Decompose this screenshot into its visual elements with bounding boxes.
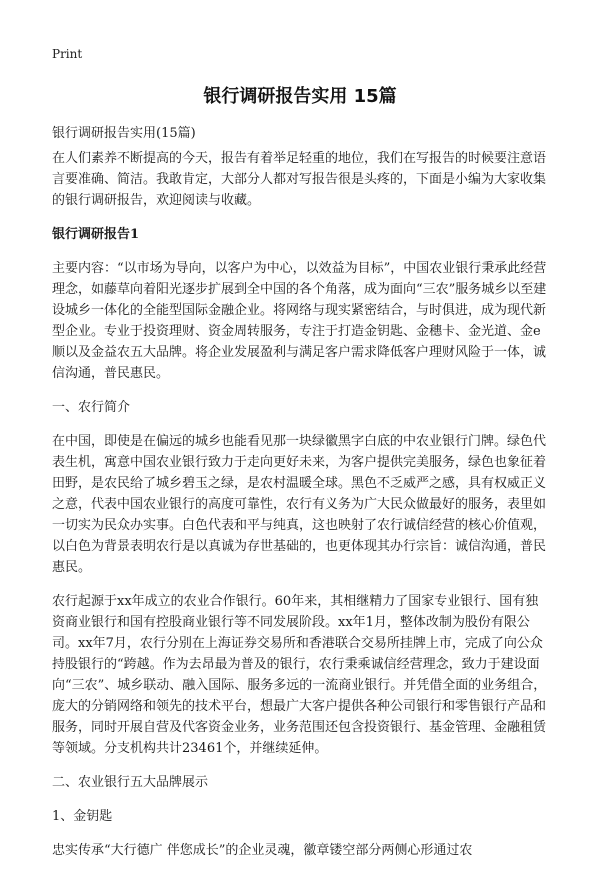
document-body: [52, 148, 548, 874]
intro-paragraph: 在人们素养不断提高的今天，报告有着举足轻重的地位，我们在写报告的时候要注意语言要准确、简洁。我敢肯定，大部分人都对写报告很是头疼的，下面是小编为大家收集的银行调研报告，欢迎阅读与收藏。: [52, 151, 547, 208]
section-heading-report-1: 银行调研报告1: [52, 227, 140, 242]
bank-intro-paragraph-2: 农行起源于xx年成立的农业合作银行。60年来，其相继精力了国家专业银行、国有独资商业银行和国有控股商业银行等不同发展阶段。xx年1月，整体改制为股份有限公司。xx年7月，农行分别在上海证券交易所和香港联合交易所挂牌上市，完成了向公众持股银行的“跨越。作为去昂最为普及的银行，农行秉乘诚信经营理念，致力于建设面向“三农”、城乡联动、融入国际、服务多远的一流商业银行。并凭借全面的业务组合，庞大的分销网络和领先的技术平台，想最广大客户提供各种公司银行和零售银行产品和服务，同时开展自营及代客资金业务，业务范围还包含投资银行、基金管理、金融租赁等领域。分支机构共计23461个，并继续延伸。: [52, 594, 547, 756]
main-content-paragraph: 主要内容：“以市场为导向，以客户为中心，以效益为目标”，中国农业银行秉承此经营理念，如藤草向着阳光逐步扩展到全中国的各个角落，成为面向“三农”服务城乡以至建设城乡一体化的全能型国际金融企业。将网络与现实紧密结合，与时俱进，成为现代新型企业。专业于投资理财、资金周转服务，专注于打造金钥匙、金穗卡、金光道、金e顺以及金益农五大品牌。将企业发展盈利与满足客户需求降低客户理财风险于一体，诚信沟通，普民惠民。: [52, 261, 547, 381]
golden-key-paragraph: 忠实传承“大行德广 伴您成长”的企业灵魂，徽章镂空部分两侧心形通过农: [52, 843, 473, 858]
heading-golden-key: 1、金钥匙: [52, 809, 113, 824]
bank-intro-paragraph-1: 在中国，即使是在偏远的城乡也能看见那一块绿徽黑字白底的中农业银行门牌。绿色代表生机，寓意中国农业银行致力于走向更好未来，为客户提供完美服务，绿色也象征着田野，是农民给了城乡碧玉之绿，是农村温暖全球。黑色不乏威严之感，具有权威正义之意，代表中国农业银行的高度可靠性，农行有义务为广大民众做最好的服务，表里如一切实为民众办实事。白色代表和平与纯真，这也映射了农行诚信经营的核心价值观，以白色为背景表明农行是以真诚为存世基础的，也更体现其办行宗旨：诚信沟通，普民惠民。: [52, 434, 547, 575]
print-link[interactable]: Print: [52, 47, 83, 61]
document-subtitle: 银行调研报告实用(15篇): [52, 126, 196, 141]
heading-bank-intro: 一、农行简介: [52, 400, 131, 415]
document-title: 银行调研报告实用 15篇: [203, 86, 397, 107]
heading-five-brands: 二、农业银行五大品牌展示: [52, 775, 209, 790]
